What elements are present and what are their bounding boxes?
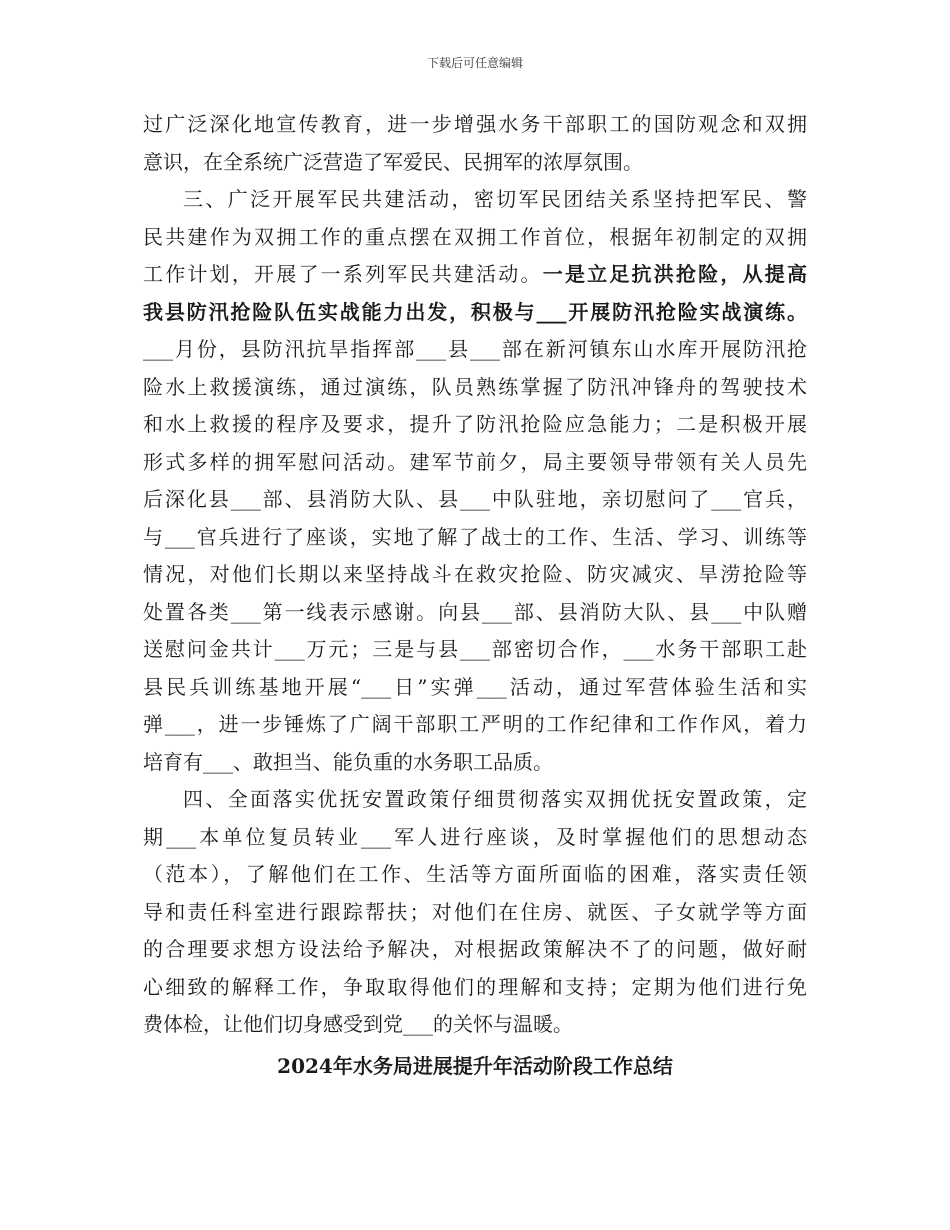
page-header: 下载后可任意编辑: [426, 56, 523, 70]
text-segment: 心细致的解释工作，争取取得他们的理解和支持；定期为他们进行免: [143, 974, 807, 999]
text-segment: 与___官兵进行了座谈，实地了解了战士的工作、生活、学习、训练等: [143, 524, 807, 549]
text-segment: 险水上救援演练，通过演练，队员熟练掌握了防汛冲锋舟的驾驶技术: [143, 374, 807, 399]
text-segment: 处置各类___第一线表示感谢。向县___部、县消防大队、县___中队赠: [143, 599, 807, 624]
text-segment: ___月份，县防汛抗旱指挥部___县___部在新河镇东山水库开展防汛抢: [143, 337, 807, 361]
text-segment: 弹___，进一步锤炼了广阔干部职工严明的工作纪律和工作作风，着力: [143, 712, 807, 736]
text-line: [143, 706, 807, 744]
section-title: 2024年水务局进展提升年活动阶段工作总结: [277, 1054, 673, 1078]
text-line: [143, 256, 807, 294]
text-segment: 导和责任科室进行跟踪帮扶；对他们在住房、就医、子女就学等方面: [143, 899, 807, 924]
text-segment: 意识，在全系统广泛营造了军爱民、民拥军的浓厚氛围。: [143, 149, 643, 174]
text-segment: 和水上救援的程序及要求，提升了防汛抢险应急能力；二是积极开展: [143, 412, 807, 436]
text-line: [143, 931, 807, 969]
text-segment: 费体检，让他们切身感受到党___的关怀与温暖。: [143, 1012, 573, 1036]
bold-text-segment: 我县防汛抢险队伍实战能力出发，积极与___开展防汛抢险实战演练。: [143, 299, 807, 324]
text-line: [143, 294, 807, 332]
text-line: [143, 481, 807, 519]
text-line: [143, 1006, 807, 1044]
text-line: [143, 669, 807, 707]
text-segment: 的合理要求想方设法给予解决，对根据政策解决不了的问题，做好耐: [143, 937, 807, 961]
text-segment: （范本），了解他们在工作、生活等方面所面临的困难，落实责任领: [143, 862, 807, 886]
text-line: [143, 444, 807, 482]
text-segment: 后深化县___部、县消防大队、县___中队驻地，亲切慰问了___官兵，: [143, 487, 807, 511]
text-segment: 三、广泛开展军民共建活动，密切军民团结关系坚持把军民、警: [183, 187, 807, 211]
text-segment: 四、全面落实优抚安置政策仔细贯彻落实双拥优抚安置政策，定: [183, 787, 807, 811]
text-line: [143, 219, 807, 257]
text-line: [143, 144, 807, 182]
text-segment: 县民兵训练基地开展“___日”实弹___活动，通过军营体验生活和实: [143, 674, 807, 699]
bold-text-segment: 一是立足抗洪抢险，从提高: [542, 262, 807, 286]
text-segment: 培育有___、敢担当、能负重的水务职工品质。: [143, 749, 553, 774]
text-line: [143, 556, 807, 594]
body-text: [143, 106, 807, 1044]
text-segment: 民共建作为双拥工作的重点摆在双拥工作首位，根据年初制定的双拥: [143, 224, 807, 249]
text-line: [143, 594, 807, 632]
text-segment: 工作计划，开展了一系列军民共建活动。: [143, 262, 543, 286]
text-line: [143, 969, 807, 1007]
text-segment: 形式多样的拥军慰问活动。建军节前夕，局主要领导带领有关人员先: [143, 449, 807, 474]
text-line: [143, 856, 807, 894]
text-line: [143, 631, 807, 669]
text-line: [143, 406, 807, 444]
text-segment: 情况，对他们长期以来坚持战斗在救灾抢险、防灾减灾、旱涝抢险等: [143, 562, 807, 586]
text-line: [143, 781, 807, 819]
text-segment: 过广泛深化地宣传教育，进一步增强水务干部职工的国防观念和双拥: [143, 112, 807, 136]
text-segment: 送慰问金共计___万元；三是与县___部密切合作，___水务干部职工赴: [143, 637, 807, 661]
text-line: [143, 181, 807, 219]
text-line: [143, 819, 807, 857]
text-line: [143, 744, 807, 782]
text-line: [143, 106, 807, 144]
text-line: [143, 894, 807, 932]
text-line: [143, 369, 807, 407]
text-line: [143, 331, 807, 369]
text-line: [143, 519, 807, 557]
text-segment: 期___本单位复员转业___军人进行座谈，及时掌握他们的思想动态: [143, 824, 807, 849]
